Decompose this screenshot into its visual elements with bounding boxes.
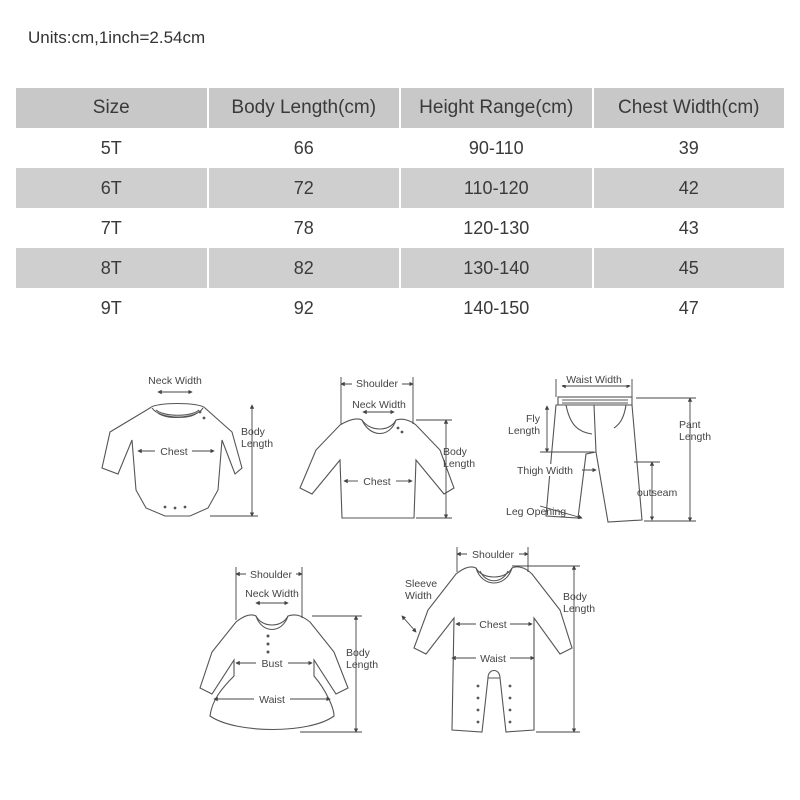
shirt-shoulder-label: Shoulder: [355, 378, 399, 390]
bodysuit-diagram: [102, 375, 273, 516]
romper-chest-label: Chest: [479, 619, 507, 631]
table-row: [16, 288, 784, 328]
cell-size: 5T: [100, 137, 122, 158]
cell-height-range: 120-130: [463, 217, 530, 238]
bodysuit-body-label: Body: [241, 426, 265, 438]
cell-chest-width: 45: [594, 248, 785, 288]
cell-body-length: 66: [293, 137, 314, 158]
pants-leg-opening-label: Leg Opening: [506, 506, 567, 518]
cell-body-length: 78: [293, 217, 314, 238]
cell-size: 9T: [100, 297, 122, 318]
header-body-length: Body Length(cm): [209, 88, 400, 128]
romper-body-label: Body: [563, 591, 587, 603]
cell-chest-width: 43: [678, 217, 699, 238]
size-table: [14, 88, 786, 328]
units-note: Units:cm,1inch=2.54cm: [28, 28, 206, 47]
cell-chest-width: 42: [594, 168, 785, 208]
table-row: [16, 168, 784, 208]
cell-height-range: 130-140: [401, 248, 592, 288]
dress-waist-label: Waist: [259, 694, 285, 706]
cell-height-range: 110-120: [401, 168, 592, 208]
measurement-diagrams: [0, 360, 800, 800]
cell-body-length: 82: [209, 248, 400, 288]
shirt-diagram: [300, 377, 475, 518]
dress-diagram: [200, 567, 378, 732]
cell-body-length: 72: [209, 168, 400, 208]
romper-shoulder-label: Shoulder: [471, 549, 515, 561]
shirt-body-label: Body: [443, 446, 467, 458]
cell-size: 8T: [16, 248, 207, 288]
table-row: [16, 248, 784, 288]
pants-outseam-label: outseam: [637, 487, 678, 499]
romper-sleeve-label: Sleeve: [405, 578, 438, 590]
dress-neck-width-label: Neck Width: [245, 588, 299, 600]
bodysuit-length-label: Length: [241, 438, 274, 450]
header-height-range: Height Range(cm): [401, 88, 592, 128]
shirt-length-label: Length: [443, 458, 476, 470]
cell-size: 6T: [16, 168, 207, 208]
cell-chest-width: 39: [678, 137, 699, 158]
romper-length-label: Length: [563, 603, 596, 615]
pants-pant-length-label: Length: [679, 431, 712, 443]
cell-body-length: 92: [293, 297, 314, 318]
table-header-row: [16, 88, 784, 128]
shirt-neck-width-label: Neck Width: [352, 399, 406, 411]
header-chest-width: Chest Width(cm): [594, 88, 785, 128]
cell-height-range: 140-150: [463, 297, 530, 318]
dress-shoulder-label: Shoulder: [249, 569, 293, 581]
dress-length-label: Length: [346, 659, 379, 671]
pants-waist-width-label: Waist Width: [566, 374, 622, 386]
romper-diagram: [402, 547, 595, 732]
bodysuit-neck-width-label: Neck Width: [148, 375, 202, 387]
pants-thigh-width-label: Thigh Width: [517, 465, 574, 477]
romper-waist-label: Waist: [480, 653, 506, 665]
table-row: [16, 128, 784, 168]
diagrams-svg: [0, 360, 800, 800]
cell-height-range: 90-110: [468, 137, 524, 158]
cell-chest-width: 47: [678, 297, 699, 318]
dress-body-label: Body: [346, 647, 370, 659]
pants-diagram: [506, 373, 711, 522]
cell-size: 7T: [100, 217, 122, 238]
romper-sleeve-width-label: Width: [405, 590, 432, 602]
pants-pant-label: Pant: [679, 419, 701, 431]
header-size: Size: [16, 88, 207, 128]
dress-bust-label: Bust: [261, 658, 283, 670]
pants-fly-length-label: Length: [508, 425, 541, 437]
pants-fly-label: Fly: [526, 413, 540, 425]
bodysuit-chest-label: Chest: [160, 446, 188, 458]
table-row: [16, 208, 784, 248]
shirt-chest-label: Chest: [363, 476, 391, 488]
